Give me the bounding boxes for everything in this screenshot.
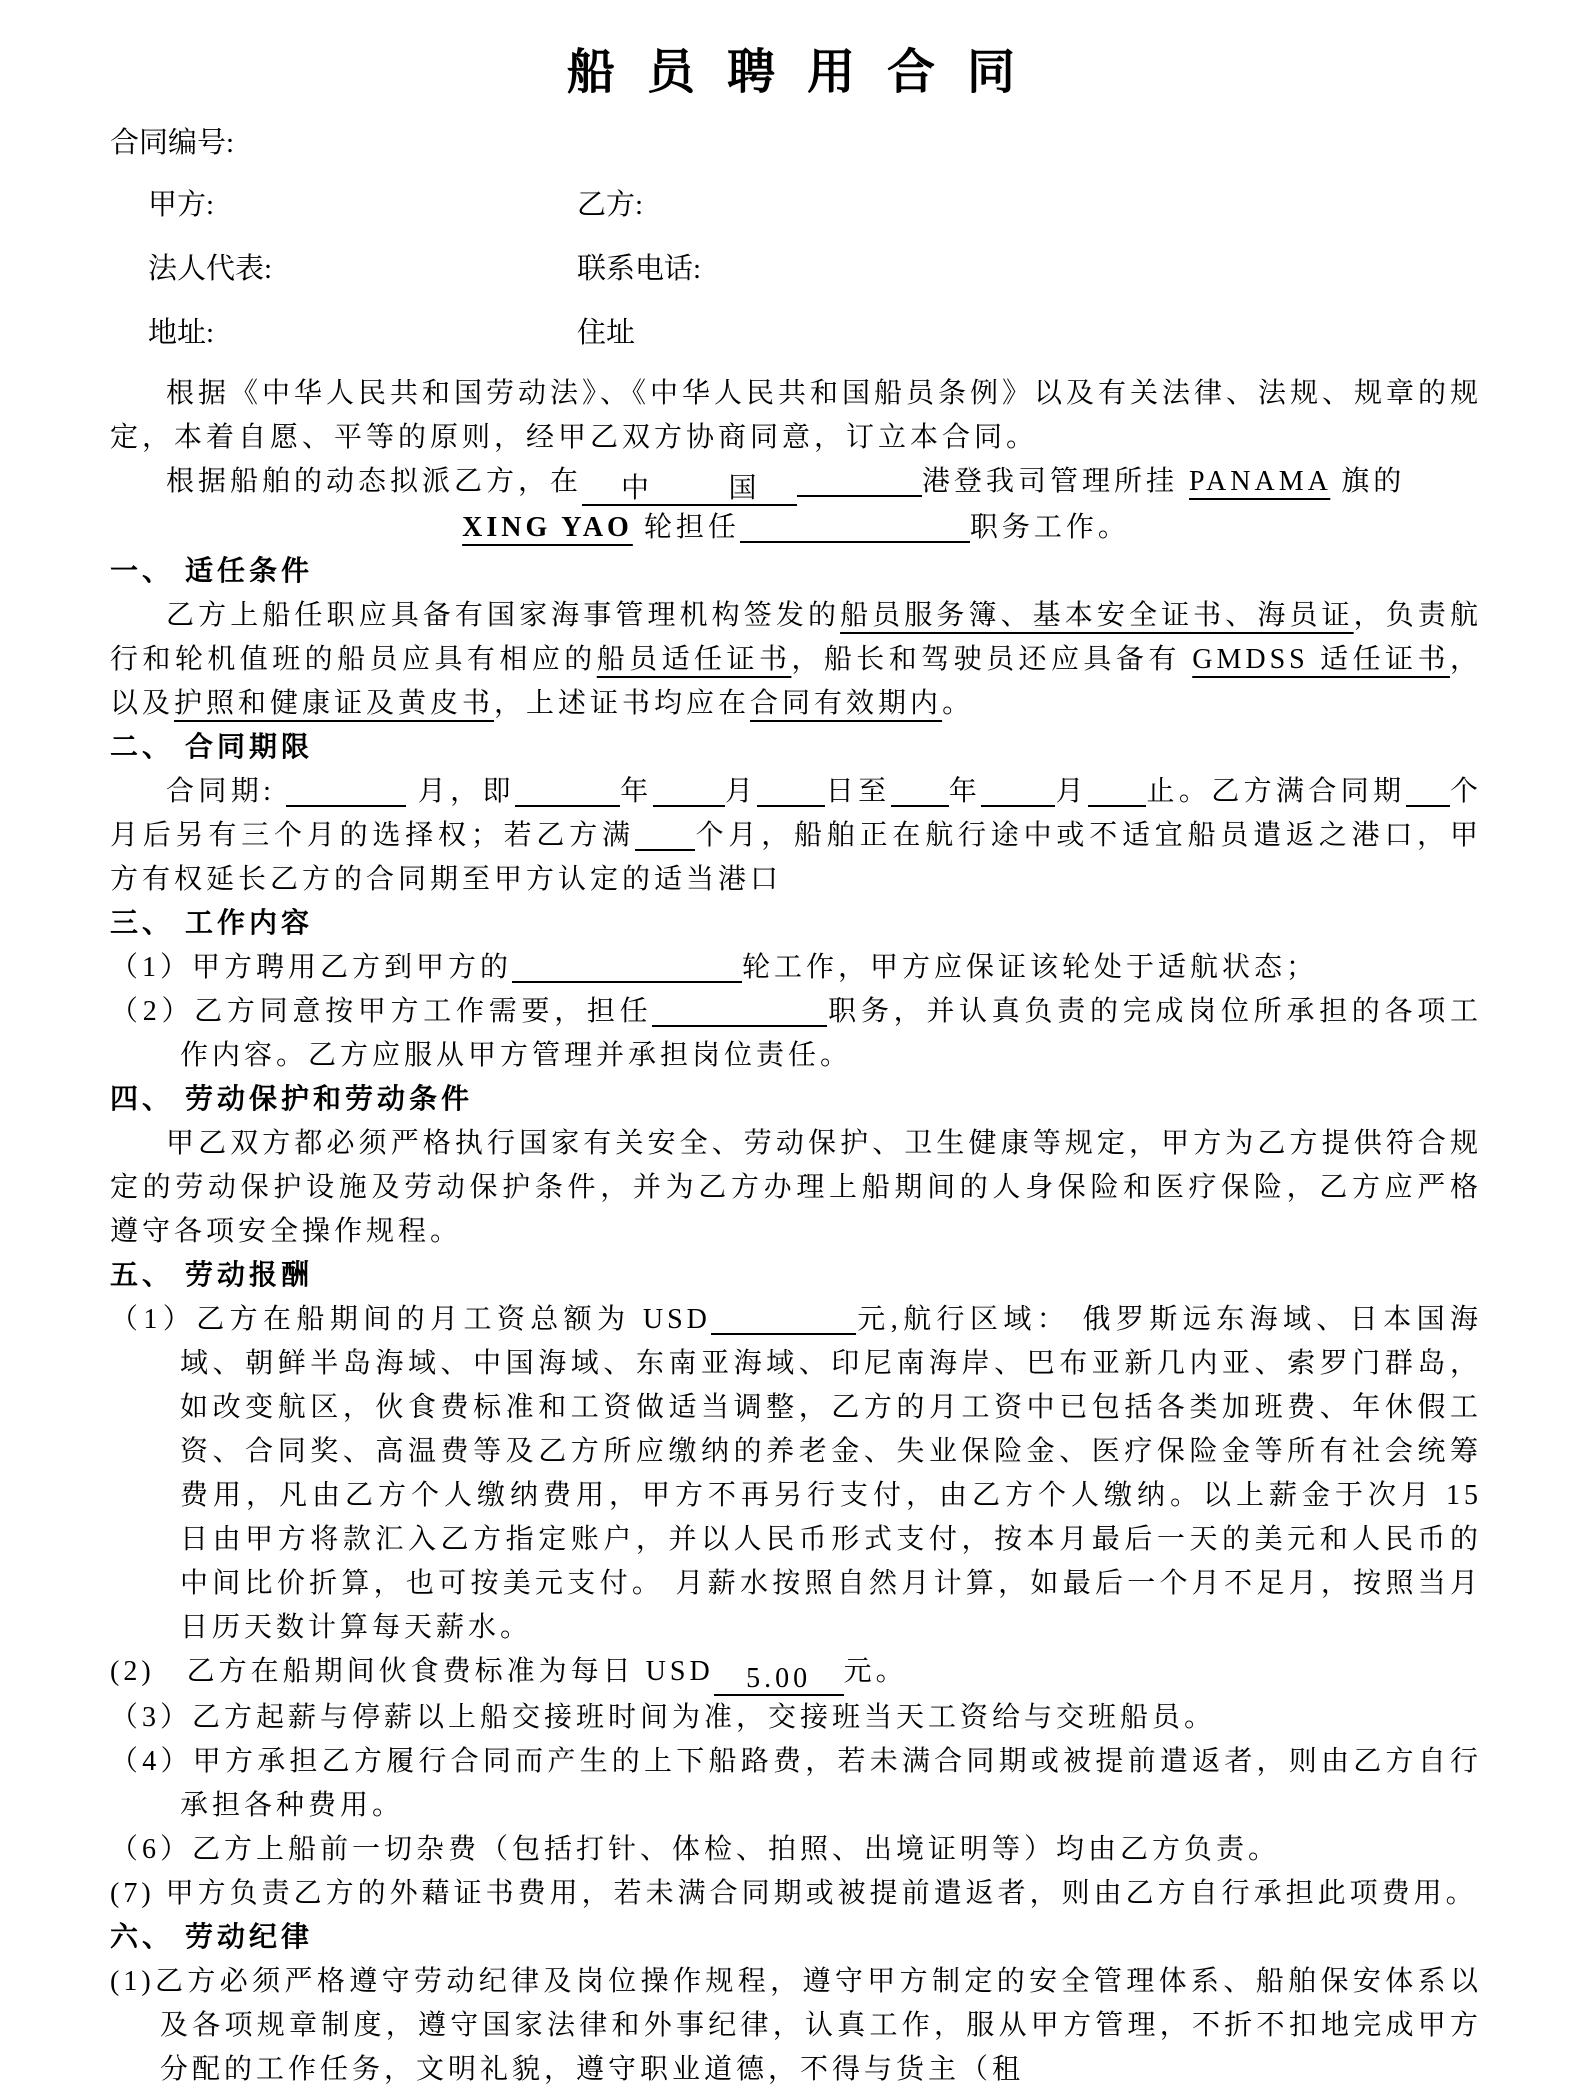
list-item bbox=[110, 1872, 1482, 1916]
text-run: GMDSS 适任证书 bbox=[1192, 644, 1450, 675]
section-heading bbox=[110, 1078, 1482, 1122]
blank-field-filled: 国 bbox=[692, 472, 797, 506]
document-body bbox=[110, 372, 1482, 2092]
text-run: 元。 bbox=[843, 1656, 908, 1687]
section-heading bbox=[110, 902, 1482, 946]
text-run: 个月后另有三个月的选择权；若乙方满 bbox=[110, 776, 1482, 851]
text-run: 年 bbox=[619, 776, 653, 807]
text-run: （6）乙方上船前一切杂费（包括打针、体检、拍照、出境证明等）均由乙方负责。 bbox=[110, 1834, 1281, 1865]
text-run: PANAMA bbox=[1189, 466, 1331, 497]
blank-field-filled: 中 bbox=[582, 472, 692, 506]
text-run: （1）甲方聘用乙方到甲方的 bbox=[110, 952, 513, 983]
text-run: ，负责航行和轮机值班的船员应具有相应的 bbox=[110, 600, 1482, 675]
text-run: 月，即 bbox=[406, 776, 515, 807]
field-label: 乙方: bbox=[577, 188, 644, 221]
blank-field bbox=[635, 817, 695, 851]
text-run: （1）乙方在船期间的月工资总额为 USD bbox=[110, 1304, 711, 1335]
text-run: 合同有效期内 bbox=[750, 688, 943, 719]
text-run: 月 bbox=[724, 776, 758, 807]
blank-field bbox=[757, 773, 825, 807]
text-run: ，船长和驾驶员还应具备有 bbox=[791, 644, 1193, 675]
text-run: 三、 工作内容 bbox=[110, 908, 314, 939]
contract-number-label: 合同编号: bbox=[110, 127, 235, 159]
text-run: 止。乙方满合同期 bbox=[1146, 776, 1406, 807]
text-run: 六、 劳动纪律 bbox=[110, 1922, 314, 1953]
text-run: 日至 bbox=[825, 776, 891, 807]
field-label: 甲方: bbox=[148, 188, 215, 221]
text-run: 轮担任 bbox=[632, 512, 740, 543]
text-run: (7) 甲方负责乙方的外藉证书费用，若未满合同期或被提前遣返者，则由乙方自行承担此项费用。 bbox=[110, 1878, 1478, 1909]
text-run: (1)乙方必须严格遵守劳动纪律及岗位操作规程，遵守甲方制定的安全管理体系、船舶保安体系以及各项规章制度，遵守国家法律和外事纪律，认真工作，服从甲方管理，不折不扣地完成甲方分配的工作任务，文明礼貌，遵守职业道德，不得与货主（租 bbox=[110, 1966, 1482, 2085]
text-run: 职务工作。 bbox=[969, 512, 1130, 543]
blank-field bbox=[652, 993, 827, 1027]
party-field-row bbox=[110, 234, 1482, 298]
text-run: (2) 乙方在船期间伙食费标准为每日 USD bbox=[110, 1656, 714, 1687]
section-heading bbox=[110, 1916, 1482, 1960]
list-item bbox=[110, 1740, 1482, 1828]
text-run: 一、 适任条件 bbox=[110, 556, 314, 587]
section-heading bbox=[110, 1254, 1482, 1298]
text-run: 月 bbox=[1055, 776, 1089, 807]
text-run: （2）乙方同意按甲方工作需要，担任 bbox=[110, 996, 653, 1027]
list-item bbox=[110, 1696, 1482, 1740]
field-label: 联系电话: bbox=[577, 252, 702, 285]
section-heading bbox=[110, 550, 1482, 594]
blank-field bbox=[1088, 773, 1146, 807]
text-run: 个月，船舶正在航行途中或不适宜船员遣返之港口，甲方有权延长乙方的合同期至甲方认定的适当港口 bbox=[110, 820, 1482, 895]
blank-field bbox=[981, 773, 1055, 807]
text-run: 年 bbox=[948, 776, 982, 807]
blank-field bbox=[515, 773, 620, 807]
field-label: 地址: bbox=[148, 316, 215, 349]
list-item bbox=[110, 1960, 1482, 2092]
document-title: 船 员 聘 用 合 同 bbox=[566, 46, 1025, 99]
text-run: 旗的 bbox=[1330, 466, 1406, 497]
centered-line bbox=[110, 506, 1482, 550]
paragraph bbox=[110, 770, 1482, 902]
blank-field bbox=[797, 463, 922, 497]
text-run: （3）乙方起薪与停薪以上船交接班时间为准，交接班当天工资给与交班船员。 bbox=[110, 1702, 1217, 1733]
text-run: 甲乙双方都必须严格执行国家有关安全、劳动保护、卫生健康等规定，甲方为乙方提供符合规定的劳动保护设施及劳动保护条件，并为乙方办理上船期间的人身保险和医疗保险，乙方应严格遵守各项安全操作规程。 bbox=[110, 1128, 1482, 1247]
text-run: ，以及 bbox=[110, 644, 1482, 719]
text-run: 五、 劳动报酬 bbox=[110, 1260, 314, 1291]
list-item bbox=[110, 1298, 1482, 1650]
text-run: 合同期: bbox=[166, 776, 287, 807]
text-run: 。 bbox=[942, 688, 975, 719]
blank-field bbox=[711, 1301, 856, 1335]
text-run: 元,航行区域： 俄罗斯远东海域、日本国海域、朝鲜半岛海域、中国海域、东南亚海域、印尼南海岸、巴布亚新几内亚、索罗门群岛，如改变航区，伙食费标准和工资做适当调整，乙方的月工资中已包括各类加班费、年休假工资、合同奖、高温费等及乙方所应缴纳的养老金、失业保险金、医疗保险金等所有社会统筹费用，凡由乙方个人缴纳费用，甲方不再另行支付，由乙方个人缴纳。以上薪金于次月 15 日由甲方将款汇入乙方指定账户，并以人民币形式支付，按本月最后一天的美元和人民币的中间比价折算，也可按美元支付。 月薪水按照自然月计算，如最后一个月不足月，按照当月日历天数计算每天薪水。 bbox=[180, 1304, 1482, 1643]
text-run: 根据船舶的动态拟派乙方，在 bbox=[166, 466, 583, 497]
text-run: 职务，并认真负责的完成岗位所承担的各项工作内容。乙方应服从甲方管理并承担岗位责任。 bbox=[180, 996, 1482, 1071]
party-field-row bbox=[110, 298, 1482, 362]
list-item bbox=[110, 946, 1482, 990]
text-run: 港登我司管理所挂 bbox=[922, 466, 1190, 497]
blank-field bbox=[1406, 773, 1450, 807]
blank-field bbox=[653, 773, 725, 807]
blank-field bbox=[286, 773, 406, 807]
field-label: 住址 bbox=[577, 316, 636, 349]
list-item bbox=[110, 1650, 1482, 1696]
list-item bbox=[110, 1828, 1482, 1872]
text-run: 二、 合同期限 bbox=[110, 732, 314, 763]
text-run: XING YAO bbox=[462, 512, 633, 543]
paragraph bbox=[110, 372, 1482, 460]
text-run: 护照和健康证及黄皮书 bbox=[174, 688, 495, 719]
text-run: 船员服务簿、基本安全证书、海员证 bbox=[840, 600, 1354, 631]
field-label: 法人代表: bbox=[148, 252, 273, 285]
blank-field-filled: 5.00 bbox=[714, 1662, 844, 1696]
text-run: 船员适任证书 bbox=[596, 644, 792, 675]
party-fields bbox=[110, 170, 1482, 362]
paragraph bbox=[110, 594, 1482, 726]
blank-field bbox=[891, 773, 949, 807]
text-run: 根据《中华人民共和国劳动法》、《中华人民共和国船员条例》以及有关法律、法规、规章的规定，本着自愿、平等的原则，经甲乙双方协商同意，订立本合同。 bbox=[110, 378, 1483, 453]
text-run: 轮工作，甲方应保证该轮处于适航状态； bbox=[742, 952, 1319, 983]
text-run: ，上述证书均应在 bbox=[494, 688, 751, 719]
paragraph bbox=[110, 1122, 1482, 1254]
paragraph bbox=[110, 460, 1482, 506]
blank-field bbox=[512, 949, 742, 983]
blank-field bbox=[740, 509, 970, 543]
section-heading bbox=[110, 726, 1482, 770]
text-run: 乙方上船任职应具备有国家海事管理机构签发的 bbox=[166, 600, 841, 631]
text-run: 四、 劳动保护和劳动条件 bbox=[110, 1084, 474, 1115]
party-field-row bbox=[110, 170, 1482, 234]
list-item bbox=[110, 990, 1482, 1078]
text-run: （4）甲方承担乙方履行合同而产生的上下船路费，若未满合同期或被提前遣返者，则由乙方自行承担各种费用。 bbox=[110, 1746, 1482, 1821]
